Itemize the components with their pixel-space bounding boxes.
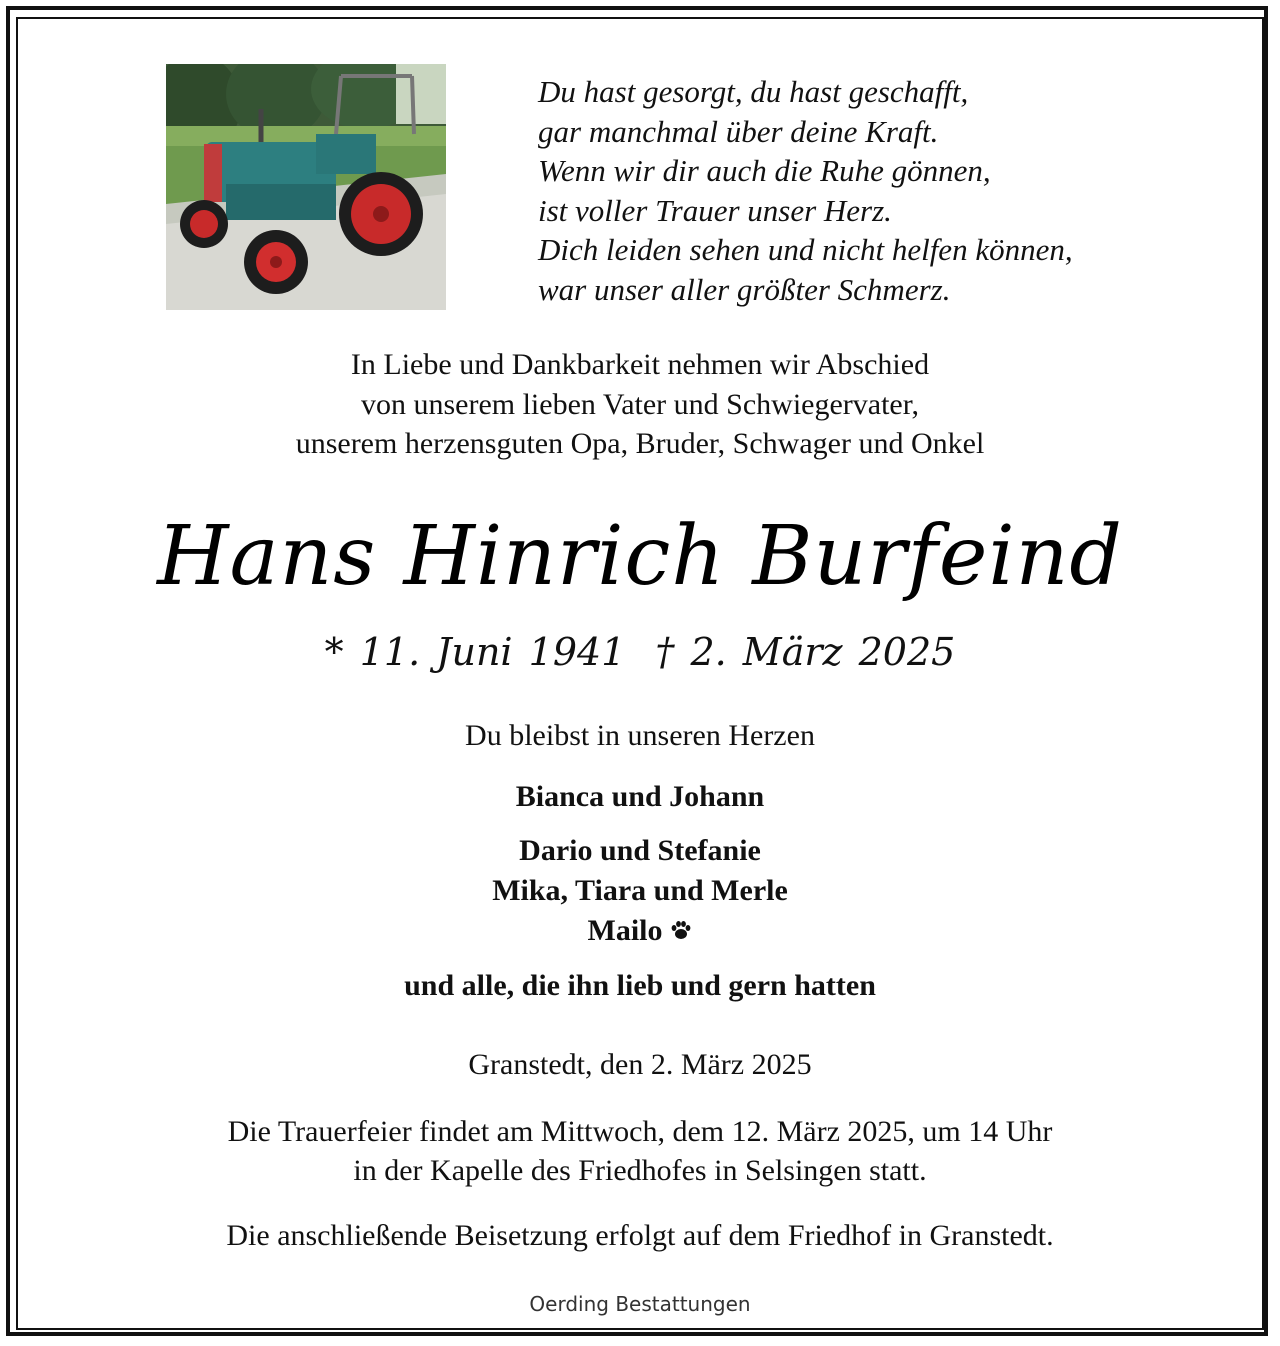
mourner-group-pet (0, 911, 1280, 953)
poem-line: Wenn wir dir auch die Ruhe gönnen, (538, 153, 991, 189)
farewell-intro (0, 345, 1280, 464)
poem-line: Dich leiden sehen und nicht helfen können, (538, 232, 1073, 268)
mourner-name: Mailo (587, 914, 663, 947)
intro-line: von unserem lieben Vater und Schwiegervater, (360, 387, 920, 421)
undertaker-footer: Oerding Bestattungen (529, 1292, 751, 1316)
intro-line: unserem herzensguten Opa, Bruder, Schwager und Onkel (295, 427, 985, 460)
mourner-group: Mika, Tiara und Merle (492, 874, 788, 907)
mourner-group: Dario und Stefanie (519, 834, 761, 867)
funeral-line: Die Trauerfeier findet am Mittwoch, dem 12. März 2025, um 14 Uhr (227, 1115, 1053, 1148)
death-date: † 2. März 2025 (655, 630, 956, 674)
poem-line: war unser aller größter Schmerz. (538, 271, 951, 307)
tagline: Du bleibst in unseren Herzen (465, 719, 815, 752)
poem (538, 72, 1178, 310)
birth-date: * 11. Juni 1941 (324, 630, 626, 674)
funeral-line: in der Kapelle des Friedhofes in Selsingen statt. (353, 1154, 927, 1187)
poem-line: ist voller Trauer unser Herz. (538, 192, 892, 228)
deceased-name: Hans Hinrich Burfeind (157, 509, 1123, 604)
mourner-others: und alle, die ihn lieb und gern hatten (404, 969, 876, 1002)
tractor-photo (166, 64, 446, 310)
funeral-info (0, 1112, 1280, 1190)
poem-line: gar manchmal über deine Kraft. (538, 113, 939, 149)
paw-icon (669, 913, 693, 953)
mourner-group: Bianca und Johann (515, 780, 765, 813)
place-date: Granstedt, den 2. März 2025 (468, 1048, 812, 1081)
poem-line: Du hast gesorgt, du hast geschafft, (538, 74, 969, 109)
intro-line: In Liebe und Dankbarkeit nehmen wir Abschied (350, 348, 930, 381)
life-dates (0, 624, 1280, 680)
burial-info: Die anschließende Beisetzung erfolgt auf dem Friedhof in Granstedt. (226, 1219, 1054, 1252)
